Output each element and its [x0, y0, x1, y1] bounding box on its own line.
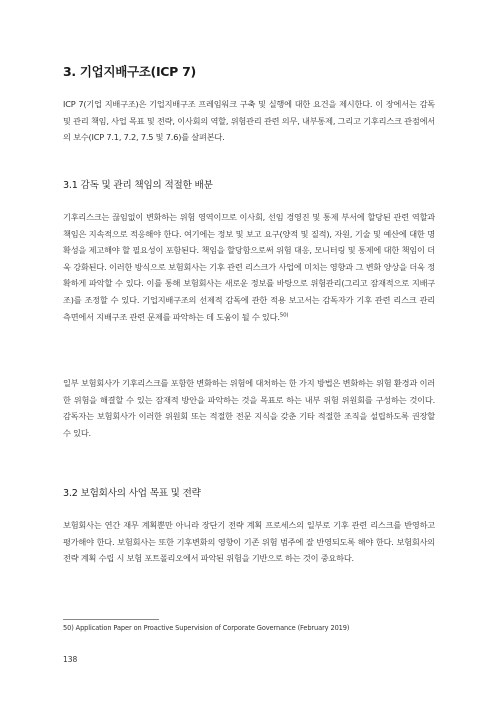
- section-3-1-paragraph-1: [63, 209, 435, 325]
- page-number: 138: [63, 655, 78, 664]
- footnote-50: 50) Application Paper on Proactive Supervision of Corporate Governance (February 2019): [63, 624, 350, 632]
- footnote-divider: [63, 619, 159, 620]
- chapter-title: 3. 기업지배구조(ICP 7): [63, 64, 196, 79]
- footnote-reference: 50): [279, 311, 289, 318]
- section-3-1-paragraph-1-text: 기후리스크는 끊임없이 변화하는 위험 영역이므로 이사회, 선임 경영진 및 통제 부서에 할당된 관련 역할과 책임은 지속적으로 적응해야 한다. 여기에는 정보 및 보고 요구(양적 및 질적), 자원, 기술 및 예산에 대한 명확성을 제고해야 할 필요성이 포함된다. 책임을 할당함으로써 위험 대응, 모니터링 및 통제에 대한 책임이 더욱 강화된다. 이러한 방식으로 보험회사는 기후 관련 리스크가 사업에 미치는 영향과 그 변화 양상을 더욱 정확하게 파악할 수 있다. 이를 통해 보험회사는 새로운 정보를 바탕으로 위험관리(그리고 잠재적으로 지배구조)를 조정할 수 있다. 기업지배구조의 선제적 감독에 관한 적용 보고서는 감독자가 기후 관련 리스크 관리 측면에서 지배구조 관련 문제를 파악하는 데 도움이 될 수 있다.: [63, 212, 435, 322]
- section-title-3-2: 3.2 보험회사의 사업 목표 및 전략: [63, 488, 201, 499]
- section-title-3-1: 3.1 감독 및 관리 책임의 적절한 배분: [63, 180, 213, 191]
- section-3-1-paragraph-2: 일부 보험회사가 기후리스크를 포함한 변화하는 위험에 대처하는 한 가지 방법은 변화하는 위험 환경과 이러한 위험을 해결할 수 있는 잠재적 방안을 파악하는 것을 목표로 하는 내부 위험 위원회를 구성하는 것이다. 감독자는 보험회사가 이러한 위원회 또는 적절한 전문 지식을 갖춘 기타 적절한 조직을 설립하도록 권장할 수 있다.: [63, 378, 435, 438]
- intro-paragraph: ICP 7(기업 지배구조)은 기업지배구조 프레임워크 구축 및 실행에 대한 요건을 제시한다. 이 장에서는 감독 및 관리 책임, 사업 목표 및 전략, 이사회의 역할, 위험관리 관련 의무, 내부통제, 그리고 기후리스크 관점에서의 보수(ICP 7.1, 7.2, 7.5 및 7.6)를 살펴본다.: [63, 99, 435, 143]
- section-3-2-paragraph-1: 보험회사는 연간 재무 계획뿐만 아니라 장단기 전략 계획 프로세스의 일부로 기후 관련 리스크를 반영하고 평가해야 한다. 보험회사는 또한 기후변화의 영향이 기존 위험 범주에 잘 반영되도록 해야 한다. 보험회사의 전략 계획 수립 시 보험 포트폴리오에서 파악된 위험을 기반으로 하는 것이 중요하다.: [63, 520, 435, 564]
